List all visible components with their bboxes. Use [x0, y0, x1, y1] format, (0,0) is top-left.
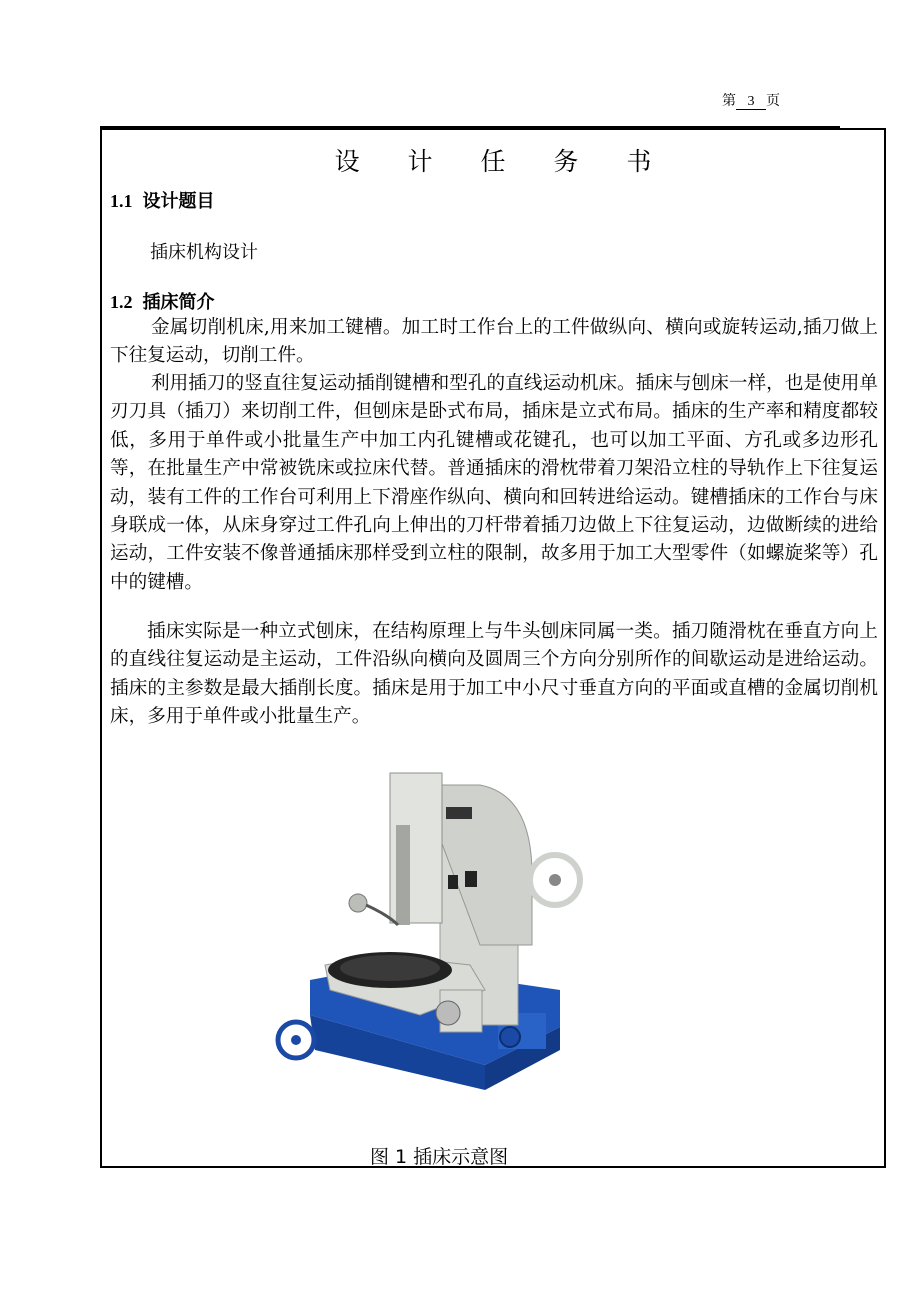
section-title: 设计题目	[142, 191, 215, 212]
feed-dial	[436, 1001, 460, 1025]
intro-paragraph-1: 金属切削机床,用来加工键槽。加工时工作台上的工件做纵向、横向或旋转运动,插刀做上下往复运动，切削工件。	[110, 317, 878, 367]
work-lamp	[349, 894, 367, 912]
handwheel-hub	[549, 874, 561, 886]
page-number-suffix: 页	[766, 94, 780, 109]
switch-box	[465, 871, 477, 887]
document-title: 设 计 任 务 书	[334, 147, 672, 176]
section-heading-design-topic	[110, 187, 215, 213]
section-number: 1.2	[110, 292, 133, 312]
section-title: 插床简介	[142, 292, 215, 313]
section-number: 1.1	[110, 191, 133, 211]
page-number-value: 3	[736, 94, 766, 110]
figure-caption: 图 1 插床示意图	[370, 1146, 509, 1168]
gear-cover	[500, 1027, 520, 1047]
rotary-table-top	[340, 955, 440, 981]
ram-guide	[396, 825, 410, 925]
nameplate	[446, 807, 472, 819]
intro-paragraph-3: 插床实际是一种立式刨床，在结构原理上与牛头刨床同属一类。插刀随滑枕在垂直方向上的直线往复运动是主运动，工件沿纵向横向及圆周三个方向分别所作的间歇运动是进给运动。插床的主参数是最大插削长度。插床是用于加工中小尺寸垂直方向的平面或直槽的金属切削机床，多用于单件或小批量生产。	[110, 621, 878, 728]
table-handwheel-hub	[291, 1035, 301, 1045]
section-heading-intro	[110, 288, 215, 314]
page-number-prefix: 第	[722, 94, 736, 109]
page-number	[722, 90, 780, 110]
slotting-machine-image	[270, 765, 590, 1125]
intro-paragraph-2: 利用插刀的竖直往复运动插削键槽和型孔的直线运动机床。插床与刨床一样，也是使用单刃刀具（插刀）来切削工件，但刨床是卧式布局，插床是立式布局。插床的生产率和精度都较低，多用于单件或小批量生产中加工内孔键槽或花键孔，也可以加工平面、方孔或多边形孔等，在批量生产中常被铣床或拉床代替。普通插床的滑枕带着刀架沿立柱的导轨作上下往复运动，装有工件的工作台可利用上下滑座作纵向、横向和回转进给运动。键槽插床的工作台与床身联成一体，从床身穿过工件孔向上伸出的刀杆带着插刀边做上下往复运动，边做断续的进给运动，工件安装不像普通插床那样受到立柱的限制，故多用于加工大型零件（如螺旋桨等）孔中的键槽。	[110, 373, 878, 593]
design-topic-text: 插床机构设计	[150, 242, 258, 263]
control-panel	[448, 875, 458, 889]
